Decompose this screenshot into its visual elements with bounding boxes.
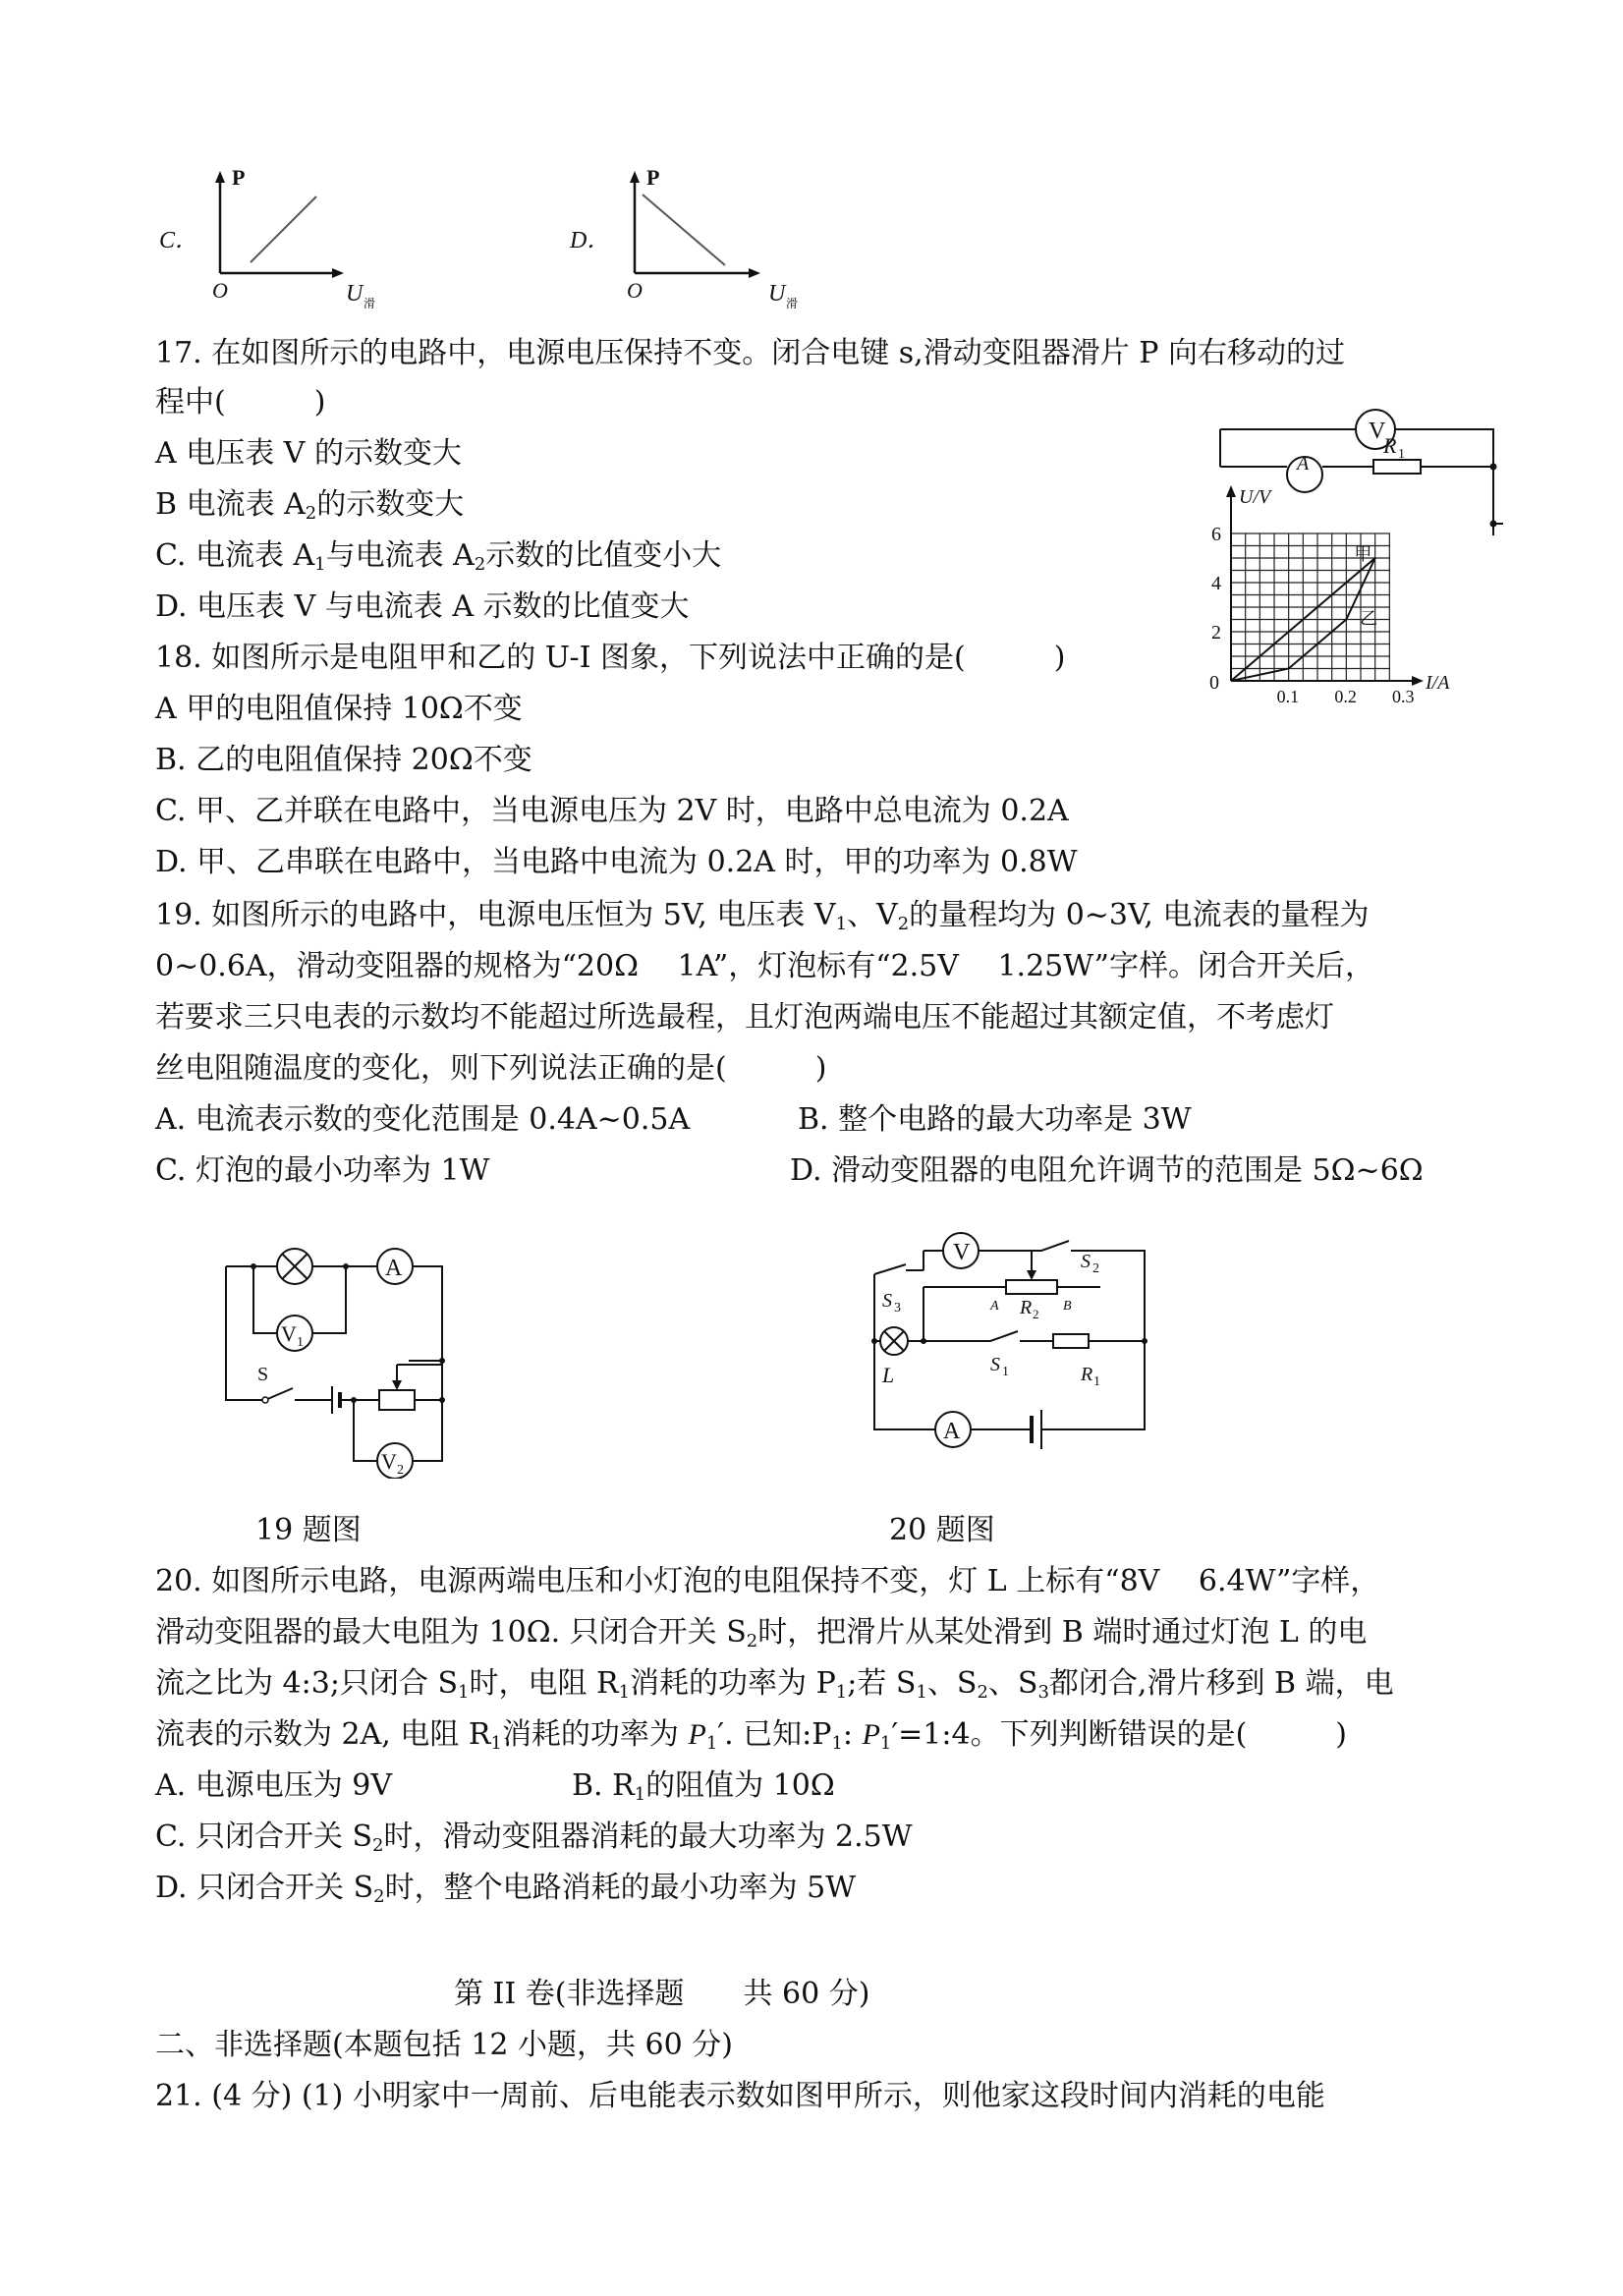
svg-text:2: 2	[397, 1463, 404, 1478]
svg-text:2: 2	[1033, 1307, 1039, 1321]
q17-voltmeter-label: V	[1369, 419, 1386, 444]
q18-option-a: A 甲的电阻值保持 10Ω不变	[155, 692, 523, 726]
q20-stem-line2: 滑动变阻器的最大电阻为 10Ω. 只闭合开关 $S_2$时，把滑片从某处滑到 B 端时通过灯泡 L 的电	[155, 1615, 1368, 1652]
svg-text:1: 1	[1002, 1365, 1009, 1379]
figure-20-circuit	[845, 1223, 1169, 1459]
q18-option-d: D. 甲、乙串联在电路中，当电路中电流为 0.2A 时，甲的功率为 0.8W	[155, 845, 1078, 879]
graph-d-y-label: P	[646, 167, 660, 190]
fig20-voltmeter-label: V	[953, 1240, 971, 1265]
figure-19-caption: 19 题图	[255, 1513, 362, 1547]
q17-option-a: A 电压表 V 的示数变大	[155, 436, 462, 471]
q18-stem: 18. 如图所示是电阻甲和乙的 U-I 图象，下列说法中正确的是( )	[155, 641, 1066, 675]
graph-c-origin: O	[212, 278, 228, 303]
y-tick-label: 6	[1211, 524, 1221, 545]
q19-option-a: A. 电流表示数的变化范围是 0.4A~0.5A	[155, 1102, 691, 1137]
q17-resistor-r1	[1373, 460, 1421, 474]
q19-stem-line4: 丝电阻随温度的变化，则下列说法正确的是( )	[155, 1051, 827, 1086]
fig20-r1-label: R	[1081, 1364, 1093, 1385]
section-ii-title: 第 II 卷(非选择题 共 60 分)	[454, 1977, 870, 2011]
graph-d-x-sub: 滑	[786, 297, 799, 310]
graph-d-label: D．	[570, 228, 611, 253]
fig20-pin-a: A	[990, 1299, 999, 1314]
figure-19-circuit	[216, 1243, 472, 1479]
q19-option-d: D. 滑动变阻器的电阻允许调节的范围是 5Ω~6Ω	[790, 1153, 1424, 1188]
fig20-s2-label: S	[1081, 1251, 1091, 1272]
q17-stem-line1: 17. 在如图所示的电路中，电源电压保持不变。闭合电键 s,滑动变阻器滑片 P 向右移动的过	[155, 336, 1345, 370]
fig20-pin-b: B	[1063, 1299, 1072, 1314]
fig19-switch-label: S	[257, 1364, 269, 1385]
svg-text:1: 1	[297, 1335, 304, 1350]
fig20-r2-label: R	[1020, 1297, 1033, 1318]
q20-stem-line4: 流表的示数为 2A, 电阻 $R_1$消耗的功率为 $P_1'$. 已知$:P_1$: $P_1'=1:4$。下列判断错误的是( )	[155, 1717, 1347, 1754]
fig19-v1-label: V	[281, 1321, 297, 1346]
section-ii-heading: 二、非选择题(本题包括 12 小题，共 60 分)	[155, 2028, 733, 2062]
figure-20-caption: 20 题图	[889, 1513, 995, 1547]
fig19-v2-label: V	[381, 1449, 397, 1474]
q20-stem-line1: 20. 如图所示电路，电源两端电压和小灯泡的电阻保持不变，灯 L 上标有“8V 6.4W”字样，	[155, 1564, 1380, 1598]
q18-option-b: B. 乙的电阻值保持 20Ω不变	[155, 743, 532, 777]
y-tick-label: 2	[1211, 622, 1221, 644]
q20-option-c: C. 只闭合开关 $S_2$时，滑动变阻器消耗的最大功率为 2.5W	[155, 1820, 913, 1856]
graph-c-x-sub: 滑	[364, 297, 376, 310]
svg-text:1: 1	[1093, 1374, 1100, 1389]
q21-stem: 21. (4 分) (1) 小明家中一周前、后电能表示数如图甲所示，则他家这段时间内消耗的电能	[155, 2079, 1325, 2113]
fig20-resistor-r1	[1053, 1334, 1089, 1348]
ui-graph-chart	[1203, 479, 1459, 710]
q20-option-b: B. $R_1$的阻值为 10Ω	[572, 1768, 835, 1805]
graph-c-label: C．	[159, 228, 199, 253]
svg-text:1: 1	[1398, 447, 1405, 462]
ui-graph-series	[1231, 544, 1377, 681]
q20-option-a: A. 电源电压为 9V	[155, 1768, 393, 1803]
q17-option-c: C. 电流表 $A_1$与电流表 $A_2$示数的比值变小大	[155, 538, 722, 575]
q19-option-b: B. 整个电路的最大功率是 3W	[798, 1102, 1192, 1137]
fig20-lamp-label: L	[882, 1363, 895, 1387]
x-tick-label: 0.1	[1276, 687, 1300, 706]
q20-stem-line3: 流之比为 4:3;只闭合 $S_1$时，电阻 $R_1$消耗的功率为 $P_1$;若 $S_1$、$S_2$、$S_3$都闭合,滑片移到 B 端，电	[155, 1666, 1394, 1703]
x-axis-arrow	[1412, 676, 1424, 686]
graph-c-figure	[147, 167, 383, 319]
q19-stem-line2: 0~0.6A，滑动变阻器的规格为“20Ω 1A”，灯泡标有“2.5V 1.25W”字样。闭合开关后，	[155, 949, 1374, 983]
y-axis-label: U/V	[1239, 486, 1271, 508]
q18-option-c: C. 甲、乙并联在电路中，当电源电压为 2V 时，电路中总电流为 0.2A	[155, 794, 1069, 828]
q17-ammeter-label: A	[1297, 453, 1310, 475]
q17-option-b: B 电流表 $A_2$的示数变大	[155, 487, 465, 524]
q17-option-d: D. 电压表 V 与电流表 A 示数的比值变大	[155, 589, 690, 624]
series-label-jia: 甲	[1354, 544, 1372, 564]
graph-c-y-label: P	[232, 167, 246, 190]
fig19-ammeter-label: A	[385, 1256, 403, 1281]
graph-d-x-label: U	[768, 281, 786, 307]
svg-text:3: 3	[894, 1301, 901, 1316]
q17-r1-label: R	[1383, 433, 1397, 458]
graph-d-figure	[560, 167, 815, 319]
graph-c-x-label: U	[346, 281, 364, 307]
series-label-yi: 乙	[1360, 608, 1378, 629]
fig20-ammeter-label: A	[943, 1419, 961, 1444]
q19-stem-line3: 若要求三只电表的示数均不能超过所选最程，且灯泡两端电压不能超过其额定值，不考虑灯	[155, 1000, 1334, 1035]
x-axis-label: I/A	[1426, 672, 1450, 694]
fig20-s1-label: S	[990, 1354, 1000, 1375]
q19-option-c: C. 灯泡的最小功率为 1W	[155, 1153, 490, 1188]
fig19-rheostat	[379, 1390, 415, 1410]
origin-label: 0	[1209, 672, 1219, 694]
q20-option-d: D. 只闭合开关 $S_2$时，整个电路消耗的最小功率为 5W	[155, 1871, 857, 1907]
fig20-s3-label: S	[882, 1290, 892, 1312]
fig20-rheostat-r2	[1006, 1280, 1057, 1294]
svg-text:2: 2	[1092, 1261, 1099, 1276]
q17-stem-line2: 程中( )	[155, 385, 326, 420]
graph-d-origin: O	[627, 278, 643, 303]
x-tick-label: 0.2	[1334, 687, 1357, 706]
x-tick-label: 0.3	[1392, 687, 1415, 706]
y-axis-arrow	[1226, 485, 1236, 497]
y-tick-label: 4	[1211, 573, 1221, 594]
q19-stem-line1: 19. 如图所示的电路中，电源电压恒为 5V, 电压表 $V_1$、$V_2$的量程均为 0~3V, 电流表的量程为	[155, 898, 1370, 934]
